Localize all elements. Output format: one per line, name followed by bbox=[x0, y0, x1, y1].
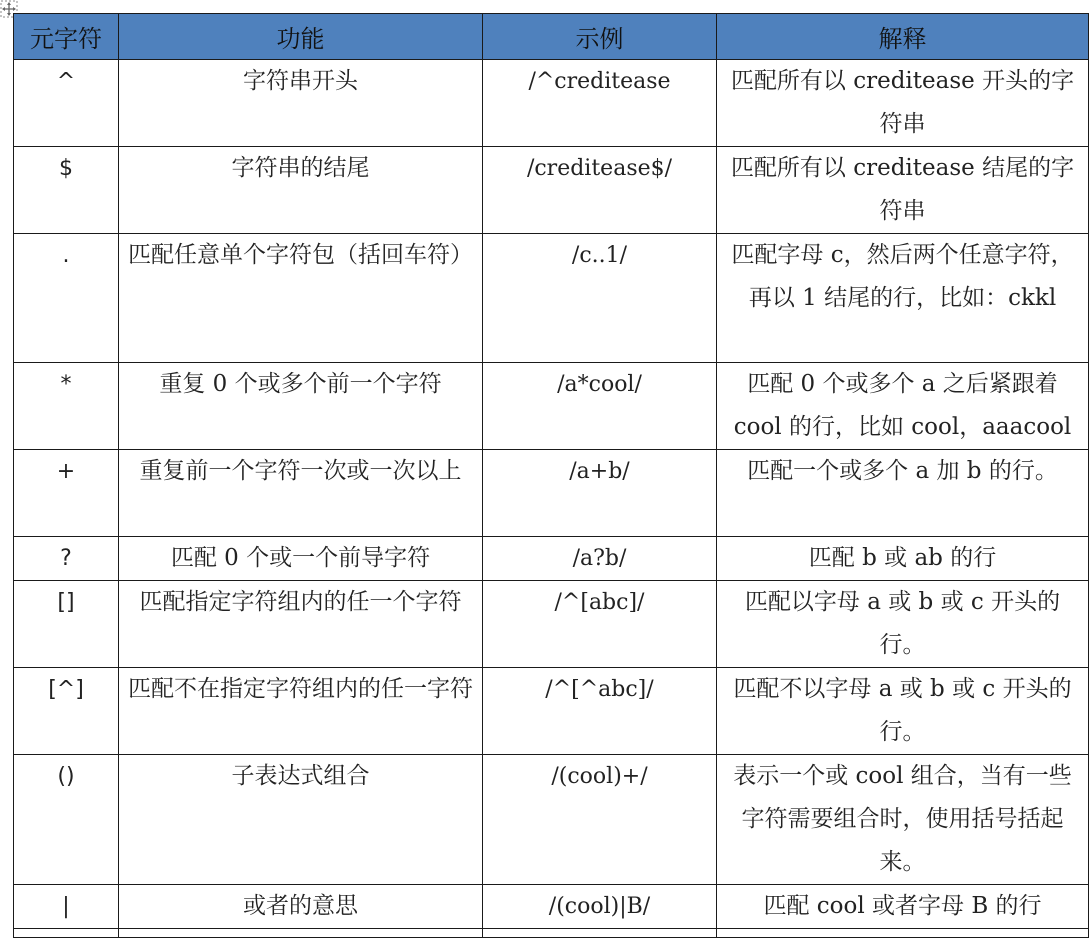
symbol-cell: ^ bbox=[14, 60, 119, 147]
symbol-cell: () bbox=[14, 755, 119, 885]
explanation-cell: 匹配所有以 creditease 开头的字符串 bbox=[717, 60, 1089, 147]
explanation-cell: 表示一个或 cool 组合，当有一些字符需要组合时，使用括号括起来。 bbox=[717, 755, 1089, 885]
table-row-cut-off bbox=[14, 929, 1089, 938]
regex-metachar-table bbox=[13, 13, 1089, 938]
explanation-cell: 匹配 0 个或多个 a 之后紧跟着 cool 的行，比如 cool，aaacool bbox=[717, 363, 1089, 450]
function-cell: 匹配 0 个或一个前导字符 bbox=[119, 537, 483, 581]
symbol-cell: $ bbox=[14, 147, 119, 234]
symbol-cell: | bbox=[14, 885, 119, 929]
empty-cell bbox=[119, 929, 483, 938]
table-row bbox=[14, 885, 1089, 929]
table-row bbox=[14, 147, 1089, 234]
explanation-cell: 匹配以字母 a 或 b 或 c 开头的行。 bbox=[717, 581, 1089, 668]
header-cell: 元字符 bbox=[14, 14, 119, 60]
explanation-cell: 匹配 b 或 ab 的行 bbox=[717, 537, 1089, 581]
function-cell: 匹配指定字符组内的任一个字符 bbox=[119, 581, 483, 668]
header-cell: 功能 bbox=[119, 14, 483, 60]
table-row bbox=[14, 234, 1089, 363]
function-cell: 或者的意思 bbox=[119, 885, 483, 929]
function-cell: 重复 0 个或多个前一个字符 bbox=[119, 363, 483, 450]
example-cell: /(cool)|B/ bbox=[483, 885, 717, 929]
function-cell: 子表达式组合 bbox=[119, 755, 483, 885]
table-row bbox=[14, 581, 1089, 668]
symbol-cell: [] bbox=[14, 581, 119, 668]
table-row bbox=[14, 450, 1089, 537]
symbol-cell: [^] bbox=[14, 668, 119, 755]
function-cell: 重复前一个字符一次或一次以上 bbox=[119, 450, 483, 537]
example-cell: /^[abc]/ bbox=[483, 581, 717, 668]
example-cell: /a+b/ bbox=[483, 450, 717, 537]
example-cell: /(cool)+/ bbox=[483, 755, 717, 885]
example-cell: /c..1/ bbox=[483, 234, 717, 363]
header-cell: 解释 bbox=[717, 14, 1089, 60]
table-row bbox=[14, 537, 1089, 581]
table-row bbox=[14, 363, 1089, 450]
table-row bbox=[14, 755, 1089, 885]
explanation-cell: 匹配字母 c，然后两个任意字符，再以 1 结尾的行，比如：ckkl bbox=[717, 234, 1089, 363]
empty-cell bbox=[717, 929, 1089, 938]
function-cell: 字符串的结尾 bbox=[119, 147, 483, 234]
empty-cell bbox=[14, 929, 119, 938]
table-row bbox=[14, 60, 1089, 147]
symbol-cell: . bbox=[14, 234, 119, 363]
example-cell: /creditease$/ bbox=[483, 147, 717, 234]
function-cell: 字符串开头 bbox=[119, 60, 483, 147]
function-cell: 匹配任意单个字符包（括回车符） bbox=[119, 234, 483, 363]
example-cell: /^[^abc]/ bbox=[483, 668, 717, 755]
explanation-cell: 匹配所有以 creditease 结尾的字符串 bbox=[717, 147, 1089, 234]
symbol-cell: + bbox=[14, 450, 119, 537]
symbol-cell: * bbox=[14, 363, 119, 450]
symbol-cell: ? bbox=[14, 537, 119, 581]
explanation-cell: 匹配 cool 或者字母 B 的行 bbox=[717, 885, 1089, 929]
example-cell: /a*cool/ bbox=[483, 363, 717, 450]
empty-cell bbox=[483, 929, 717, 938]
function-cell: 匹配不在指定字符组内的任一字符 bbox=[119, 668, 483, 755]
table-header-row bbox=[14, 14, 1089, 60]
table-row bbox=[14, 668, 1089, 755]
explanation-cell: 匹配一个或多个 a 加 b 的行。 bbox=[717, 450, 1089, 537]
example-cell: /^creditease bbox=[483, 60, 717, 147]
example-cell: /a?b/ bbox=[483, 537, 717, 581]
explanation-cell: 匹配不以字母 a 或 b 或 c 开头的行。 bbox=[717, 668, 1089, 755]
header-cell: 示例 bbox=[483, 14, 717, 60]
